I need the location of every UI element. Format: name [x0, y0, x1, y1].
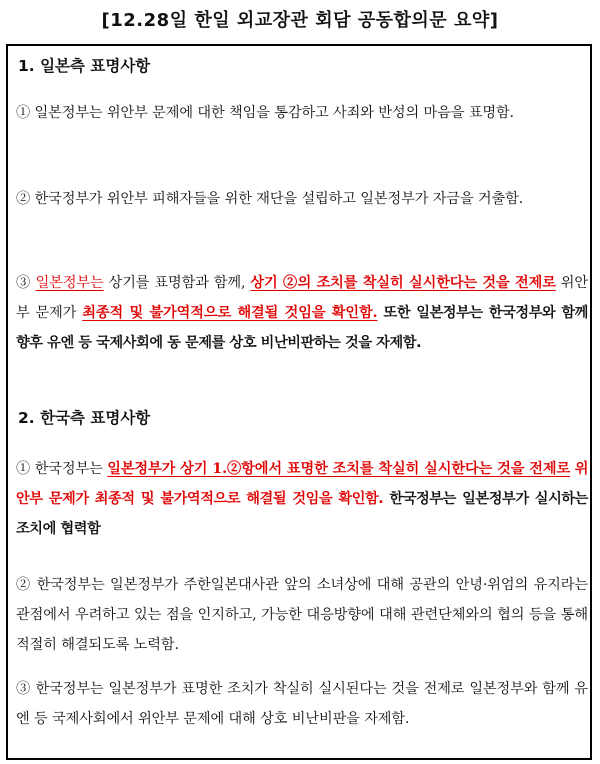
bold-text: 또한 일본정부는 한국정부와 함께 향후 유엔 등 국제사회에 동 문제를 상호 비난비판하는 것을 자제함. — [16, 305, 588, 351]
korea-item-1 — [16, 454, 588, 544]
document-title: [12.28일 한일 외교장관 회담 공동합의문 요약] — [101, 10, 499, 31]
red-underlined-text: 상기 ②의 조치를 착실히 실시한다는 것을 전제로 — [250, 275, 556, 291]
bold-text: 한국정부는 일본정부가 실시하는 조치에 협력함 — [16, 491, 588, 537]
japan-item-3 — [16, 268, 588, 358]
japan-item-2: ② 한국정부가 위안부 피해자들을 위한 재단을 설립하고 일본정부가 자금을 거출함. — [16, 191, 524, 207]
red-underlined-text: 일본정부는 — [35, 275, 104, 291]
plain-text: 위안부 문제가 — [16, 275, 588, 321]
red-underlined-text: 일본정부가 상기 1.②항에서 표명한 조치를 착실히 실시한다는 것을 전제로 — [107, 461, 571, 477]
item-number: ③ — [16, 275, 36, 291]
korea-item-3: ③ 한국정부는 일본정부가 표명한 조치가 착실히 실시된다는 것을 전제로 일본정부와 함께 유엔 등 국제사회에서 위안부 문제에 대해 상호 비난비판을 자제함. — [16, 681, 588, 727]
plain-text: 한국정부는 — [34, 461, 108, 477]
item-number: ① — [16, 461, 35, 477]
red-bold-text: 위안부 문제가 최종적 및 불가역적으로 해결될 것임을 확인함. — [16, 461, 589, 507]
section-heading-japan: 1. 일본측 표명사항 — [18, 57, 151, 75]
plain-text: 상기를 표명함과 함께, — [103, 275, 251, 291]
japan-item-1: ① 일본정부는 위안부 문제에 대한 책임을 통감하고 사죄와 반성의 마음을 표명함. — [16, 105, 514, 121]
red-underlined-text: 최종적 및 불가역적으로 해결될 것임을 확인함. — [82, 305, 378, 321]
section-heading-korea: 2. 한국측 표명사항 — [18, 409, 151, 427]
summary-box — [6, 44, 592, 760]
korea-item-2: ② 한국정부는 일본정부가 주한일본대사관 앞의 소녀상에 대해 공관의 안녕·위엄의 유지라는 관점에서 우려하고 있는 점을 인지하고, 가능한 대응방향에 대해 관련단체와의 협의 등을 통해 적절히 해결되도록 노력함. — [16, 577, 588, 653]
